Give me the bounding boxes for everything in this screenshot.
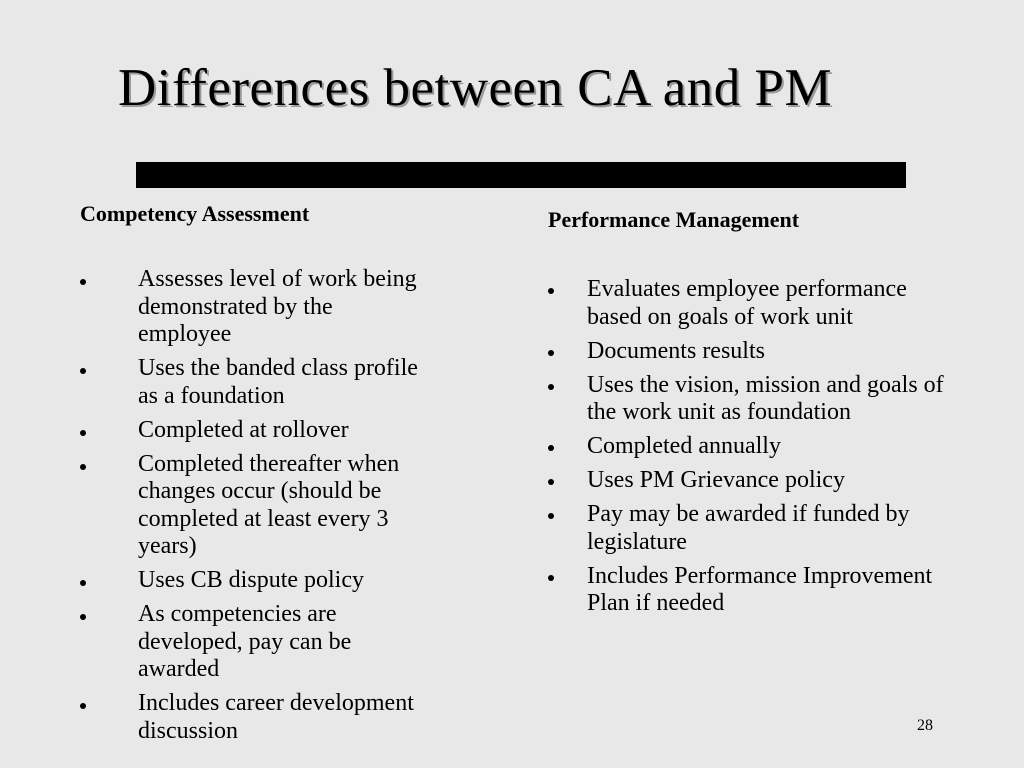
bullet-icon [80, 368, 86, 374]
list-item [548, 501, 947, 556]
bullet-icon [80, 279, 86, 285]
list-item [80, 451, 428, 561]
competency-assessment-heading: Competency Assessment [80, 201, 310, 226]
bullet-icon [548, 445, 554, 451]
bullet-icon [548, 350, 554, 356]
bullet-icon [80, 430, 86, 436]
performance-management-column [548, 206, 968, 624]
list-item-text: Completed annually [587, 433, 781, 459]
list-item-text: As competencies are developed, pay can be awarded [138, 601, 352, 682]
list-item [80, 567, 428, 595]
list-item-text: Includes Performance Improvement Plan if needed [587, 562, 933, 616]
list-item [548, 433, 947, 461]
list-item [80, 601, 428, 684]
list-item-text: Completed at rollover [138, 416, 349, 443]
performance-management-heading: Performance Management [548, 207, 800, 232]
list-item [80, 266, 428, 349]
list-item-text: Completed thereafter when changes occur (should be completed at least every 3 years) [138, 450, 400, 559]
bullet-icon [548, 575, 554, 581]
performance-management-list [548, 276, 968, 618]
bullet-icon [548, 384, 554, 390]
slide-title: Differences between CA and PM [118, 59, 833, 117]
list-item-text: Uses CB dispute policy [138, 567, 364, 593]
list-item-text: Uses the vision, mission and goals of the work unit as foundation [587, 371, 944, 425]
bullet-icon [80, 580, 86, 586]
list-item [80, 690, 428, 745]
list-item-text: Uses the banded class profile as a foundation [138, 355, 418, 409]
bullet-icon [80, 703, 86, 709]
competency-assessment-list [80, 266, 500, 745]
list-item [548, 467, 947, 495]
competency-assessment-column [80, 200, 500, 752]
bullet-icon [548, 288, 554, 294]
list-item-text: Assesses level of work being demonstrated by the employee [138, 266, 417, 347]
slide-page-number: 28 [917, 717, 933, 734]
list-item-text: Pay may be awarded if funded by legislature [587, 501, 910, 555]
bullet-icon [80, 614, 86, 620]
bullet-icon [80, 464, 86, 470]
list-item-text: Includes career development discussion [138, 690, 414, 744]
list-item [548, 338, 947, 366]
bullet-icon [548, 513, 554, 519]
list-item-text: Uses PM Grievance policy [587, 467, 845, 493]
list-item [80, 355, 428, 410]
list-item [80, 417, 428, 445]
list-item [548, 563, 947, 618]
list-item-text: Documents results [587, 337, 765, 364]
list-item [548, 276, 947, 331]
title-divider-bar [136, 162, 906, 188]
list-item [548, 372, 947, 427]
list-item-text: Evaluates employee performance based on goals of work unit [587, 276, 907, 330]
bullet-icon [548, 479, 554, 485]
